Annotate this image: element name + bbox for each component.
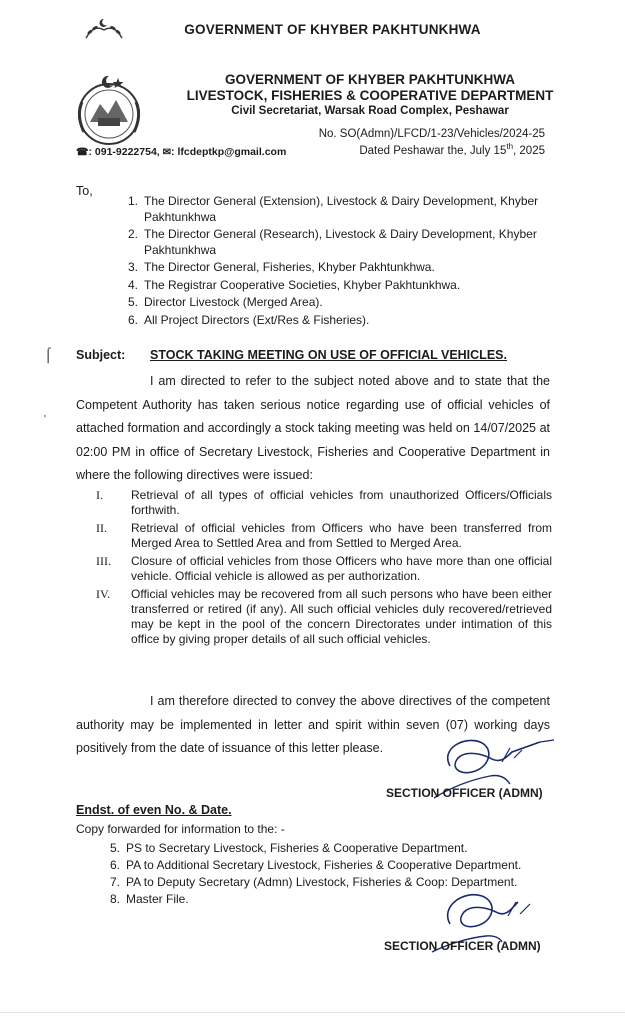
list-item: 6. PA to Additional Secretary Livestock, Fisheries & Cooperative Department. <box>110 858 522 872</box>
letterhead-address: Civil Secretariat, Warsak Road Complex, Peshawar <box>231 105 509 117</box>
subject-label: Subject: <box>76 348 126 362</box>
letterhead <box>160 72 580 119</box>
contact-info: ☎: 091-9222754, ✉: lfcdeptkp@gmail.com <box>76 146 287 158</box>
contact-phone: 091-9222754, <box>94 146 160 158</box>
list-item: 1. The Director General (Extension), Livestock & Dairy Development, Khyber Pakhtunkhwa <box>128 194 539 224</box>
list-item: III. Closure of official vehicles from those Officers who have more than one official vehicle. Official vehicle is allowed as per authorization. <box>96 554 552 583</box>
kp-emblem-icon <box>68 72 150 152</box>
recipient-list <box>128 194 568 330</box>
reference-number: No. SO(Admn)/LFCD/1-23/Vehicles/2024-25 <box>318 128 545 140</box>
email-icon: ✉ <box>162 147 172 158</box>
list-item: IV. Official vehicles may be recovered from all such persons who have been either transferred or retired (if any). All such official vehicles duly recovered/retrieved may be kept in the pool of the concern Directorates under intimation of this office by giving proper details of all such official vehicles. <box>96 587 552 646</box>
body-paragraph-1: I am directed to refer to the subject noted above and to state that the Competent Authority has taken serious notice regarding use of official vehicles of attached formation and accordingly a stock taking meeting was held on 14/07/2025 at 02:00 PM in office of Secretary Livestock, Fisheries and Cooperative Department in where the following directives were issued: <box>76 374 550 482</box>
list-item: 7. PA to Deputy Secretary (Admn) Livestock, Fisheries & Coop: Department. <box>110 875 518 889</box>
letterhead-department: LIVESTOCK, FISHERIES & COOPERATIVE DEPARTMENT <box>186 88 554 103</box>
body-paragraph-2: I am therefore directed to convey the above directives of the competent authority may be implemented in letter and spirit within seven (07) working days positively from the date of issuance of this letter please. <box>76 694 550 755</box>
signatory-title: SECTION OFFICER (ADMN) <box>386 786 543 800</box>
signatory-title: SECTION OFFICER (ADMN) <box>384 939 541 953</box>
list-item: 6. All Project Directors (Ext/Res & Fisheries). <box>128 312 370 327</box>
phone-icon: ☎ <box>76 147 89 158</box>
list-item: 5. Director Livestock (Merged Area). <box>128 295 323 309</box>
list-item: II. Retrieval of official vehicles from Officers who have been transferred from Merged Area to Settled Area and from Settled to Merged Area. <box>96 521 552 550</box>
list-item: 4. The Registrar Cooperative Societies, Khyber Pakhtunkhwa. <box>128 277 461 292</box>
list-item: I. Retrieval of all types of official vehicles from unauthorized Officers/Officials forthwith. <box>96 488 552 517</box>
list-item: 5. PS to Secretary Livestock, Fisheries & Cooperative Department. <box>110 841 468 855</box>
margin-mark: ⌠ <box>44 346 53 362</box>
list-item: 8. Master File. <box>110 892 189 906</box>
subject-text: STOCK TAKING MEETING ON USE OF OFFICIAL VEHICLES. <box>150 348 507 362</box>
copy-forwarded-line: Copy forwarded for information to the: - <box>76 822 285 836</box>
reference-date: Dated Peshawar the, July 15th, 2025 <box>359 142 545 157</box>
to-label: To, <box>76 184 93 198</box>
endorsement-heading: Endst. of even No. & Date. <box>76 803 232 817</box>
margin-mark: ' <box>44 414 46 425</box>
document-top-header: GOVERNMENT OF KHYBER PAKHTUNKHWA <box>184 22 481 37</box>
list-item: 3. The Director General, Fisheries, Khyber Pakhtunkhwa. <box>128 260 435 274</box>
letterhead-government: GOVERNMENT OF KHYBER PAKHTUNKHWA <box>225 72 515 87</box>
directive-list <box>96 488 552 650</box>
contact-email: lfcdeptkp@gmail.com <box>177 146 287 158</box>
page-edge-divider <box>0 1012 625 1013</box>
list-item: 2. The Director General (Research), Livestock & Dairy Development, Khyber Pakhtunkhwa <box>128 227 537 257</box>
